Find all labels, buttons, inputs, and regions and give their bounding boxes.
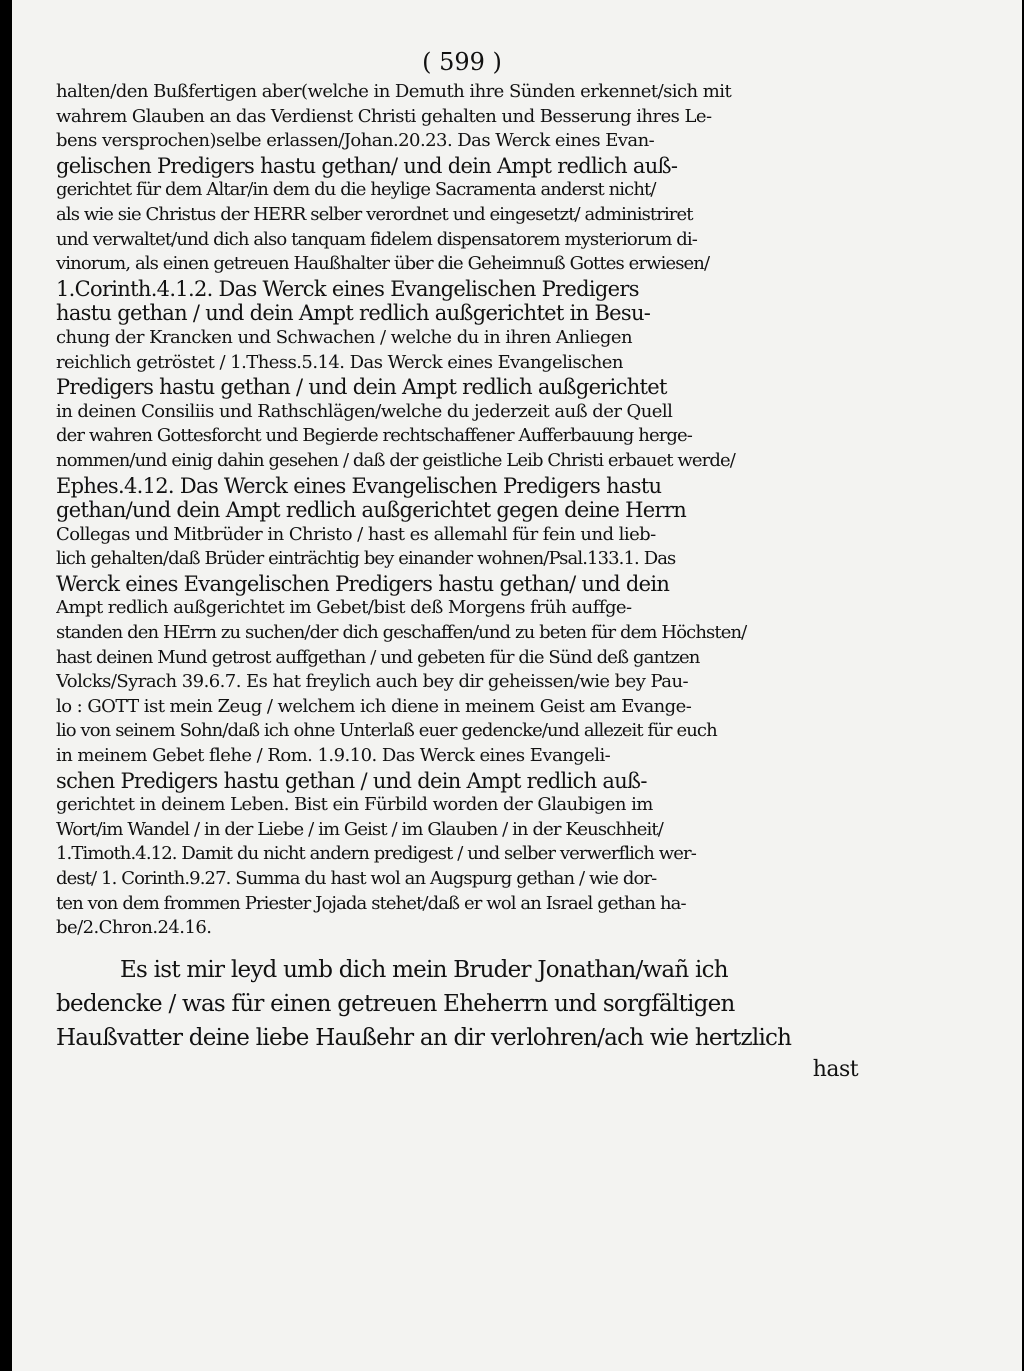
text-line: in meinem Gebet flehe / Rom. 1.9.10. Das Werck eines Evangeli-: [56, 745, 611, 767]
paragraph-2: [56, 953, 866, 1055]
text-line: be/2.Chron.24.16.: [56, 917, 212, 939]
text-line: hast deinen Mund getrost auffgethan / und gebeten für die Sünd deß gantzen: [56, 646, 700, 668]
text-line: nommen/und einig dahin gesehen / daß der geistliche Leib Christi erbauet werde/: [56, 449, 735, 471]
text-line: der wahren Gottesforcht und Begierde rechtschaffener Aufferbauung herge-: [56, 425, 692, 447]
text-line: 1.Timoth.4.12. Damit du nicht andern predigest / und selber verwerflich wer-: [56, 843, 696, 865]
text-line: schen Predigers hastu gethan / und dein Ampt redlich auß-: [56, 768, 647, 793]
text-line: gelischen Predigers hastu gethan/ und dein Ampt redlich auß-: [56, 153, 678, 178]
text-line: Werck eines Evangelischen Predigers hastu gethan/ und dein: [56, 571, 670, 596]
text-line: gerichtet für dem Altar/in dem du die heylige Sacramenta anderst nicht/: [56, 179, 656, 201]
text-line: gethan/und dein Ampt redlich außgerichtet gegen deine Herrn: [56, 498, 687, 523]
text-line: Ephes.4.12. Das Werck eines Evangelischen Predigers hastu: [56, 473, 662, 498]
text-line: ten von dem frommen Priester Jojada stehet/daß er wol an Israel gethan ha-: [56, 892, 686, 914]
text-line: dest/ 1. Corinth.9.27. Summa du hast wol an Augspurg gethan / wie dor-: [56, 868, 657, 889]
page-number: ( 599 ): [422, 48, 502, 76]
text-line: vinorum, als einen getreuen Haußhalter über die Geheimnuß Gottes erwiesen/: [56, 253, 710, 275]
text-line: Predigers hastu gethan / und dein Ampt redlich außgerichtet: [56, 375, 667, 400]
text-line: 1.Corinth.4.1.2. Das Werck eines Evangelischen Predigers: [56, 276, 639, 301]
text-line: hastu gethan / und dein Ampt redlich außgerichtet in Besu-: [56, 301, 651, 326]
text-line: standen den HErrn zu suchen/der dich geschaffen/und zu beten für dem Höchsten/: [56, 622, 747, 644]
text-line: bens versprochen)selbe erlassen/Johan.20.23. Das Werck eines Evan-: [56, 130, 655, 152]
text-line: lich gehalten/daß Brüder einträchtig bey einander wohnen/Psal.133.1. Das: [56, 548, 676, 570]
text-line: und verwaltet/und dich also tanquam fidelem dispensatorem mysteriorum di-: [56, 228, 697, 250]
text-line: chung der Krancken und Schwachen / welche du in ihren Anliegen: [56, 326, 633, 348]
text-line: bedencke / was für einen getreuen Eheherrn und sorgfältigen: [56, 990, 735, 1017]
text-line: lo : GOTT ist mein Zeug / welchem ich diene in meinem Geist am Evange-: [56, 695, 692, 717]
text-line: gerichtet in deinem Leben. Bist ein Fürbild worden der Glaubigen im: [56, 794, 653, 816]
text-line: in deinen Consiliis und Rathschlägen/welche du jederzeit auß der Quell: [56, 400, 673, 422]
text-line: Ampt redlich außgerichtet im Gebet/bist deß Morgens früh auffge-: [56, 597, 632, 619]
catchword: hast: [812, 1056, 858, 1082]
text-line: halten/den Bußfertigen aber(welche in Demuth ihre Sünden erkennet/sich mit: [56, 81, 732, 102]
text-line: Es ist mir leyd umb dich mein Bruder Jonathan/wañ ich: [120, 956, 728, 983]
document-page: [12, 0, 1022, 1371]
text-line: Wort/im Wandel / in der Liebe / im Geist / im Glauben / in der Keuschheit/: [56, 818, 663, 840]
text-line: Collegas und Mitbrüder in Christo / hast es allemahl für fein und lieb-: [56, 523, 656, 545]
body-text: [56, 80, 866, 1085]
text-line: reichlich getröstet / 1.Thess.5.14. Das Werck eines Evangelischen: [56, 351, 623, 373]
text-line: lio von seinem Sohn/daß ich ohne Unterlaß euer gedencke/und allezeit für euch: [56, 720, 717, 742]
text-line: wahrem Glauben an das Verdienst Christi gehalten und Besserung ihres Le-: [56, 105, 712, 127]
text-line: Volcks/Syrach 39.6.7. Es hat freylich auch bey dir geheissen/wie bey Pau-: [56, 671, 689, 693]
text-line: Haußvatter deine liebe Haußehr an dir verlohren/ach wie hertzlich: [56, 1024, 792, 1051]
text-line: als wie sie Christus der HERR selber verordnet und eingesetzt/ administriret: [56, 203, 693, 225]
